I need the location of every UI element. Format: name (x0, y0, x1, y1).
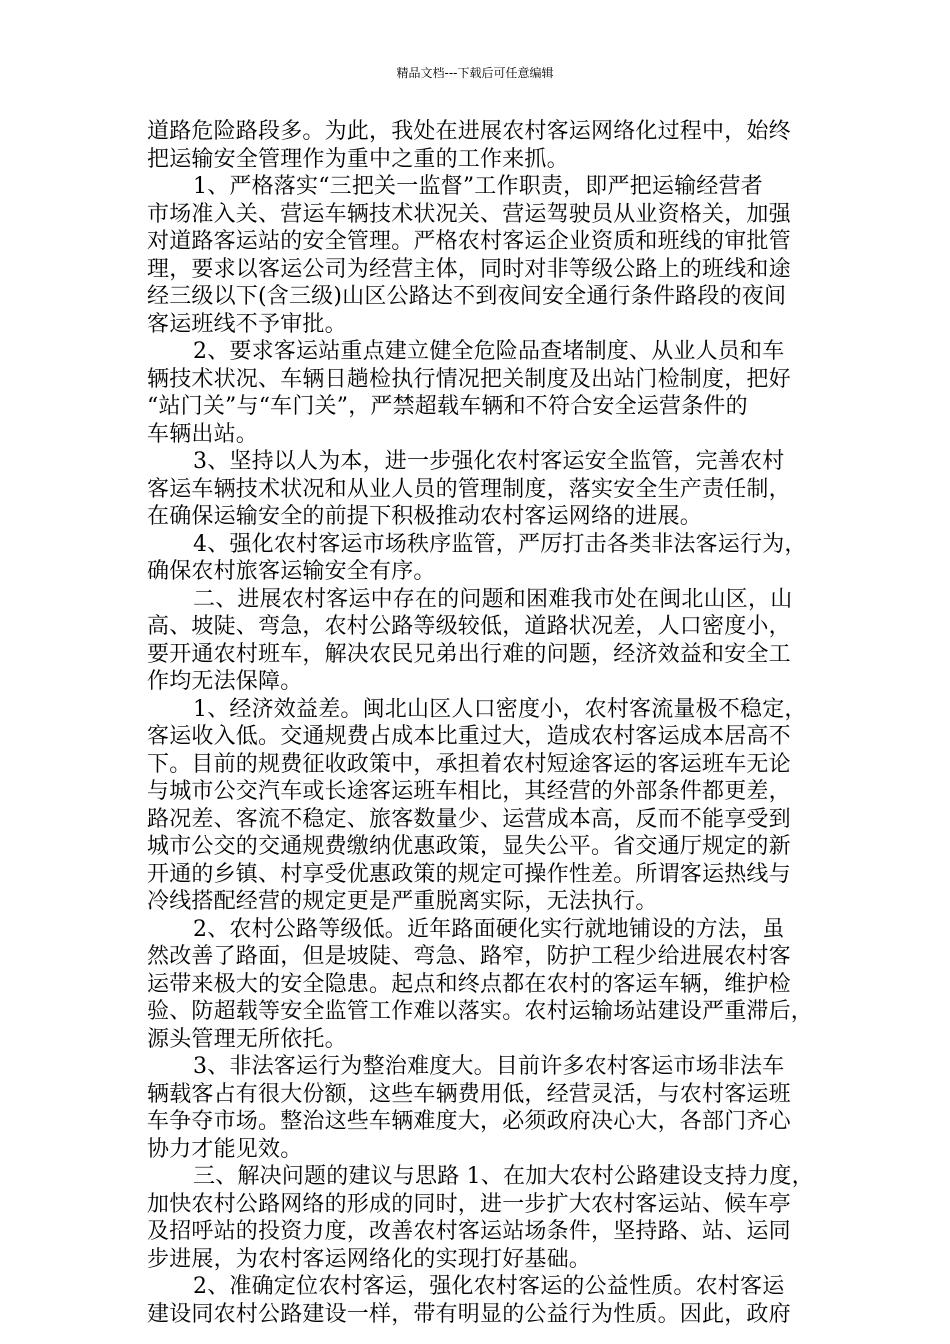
text-line: 与城市公交汽车或长途客运班车相比，其经营的外部条件都更差， (147, 779, 791, 804)
text-line: 2、农村公路等级低。近年路面硬化实行就地铺设的方法，虽 (193, 916, 785, 942)
text-line: 加快农村公路网络的形成的同时，进一步扩大农村客运站、候车亭 (147, 1191, 791, 1217)
text-line: 辆技术状况、车辆日趟检执行情况把关制度及出站门检制度，把好 (147, 366, 791, 392)
text-line: 道路危险路段多。为此，我处在进展农村客运网络化过程中，始终 (147, 119, 791, 144)
text-line: 2、要求客运站重点建立健全危险品查堵制度、从业人员和车 (193, 339, 785, 364)
text-line: 源头管理无所依托。 (147, 1026, 347, 1052)
text-line: 及招呼站的投资力度，改善农村客运站场条件，坚持路、站、运同 (147, 1219, 791, 1244)
text-line: “站门关”与“车门关”，严禁超载车辆和不符合安全运营条件的 (147, 394, 748, 419)
text-line: 下。目前的规费征收政策中，承担着农村短途客运的客运班车无论 (147, 751, 791, 777)
text-line: 运带来极大的安全隐患。起点和终点都在农村的客运车辆，维护检 (147, 971, 791, 997)
text-line: 要开通农村班车，解决农民兄弟出行难的问题，经济效益和安全工 (147, 641, 791, 667)
text-line: 作均无法保障。 (147, 669, 303, 694)
text-line: 开通的乡镇、村享受优惠政策的规定可操作性差。所谓客运热线与 (147, 861, 791, 887)
document-body (147, 118, 819, 1328)
text-line: 城市公交的交通规费缴纳优惠政策，显失公平。省交通厅规定的新 (147, 834, 791, 859)
text-line: 对道路客运站的安全管理。严格农村客运企业资质和班线的审批管 (147, 229, 791, 254)
text-line: 二、进展农村客运中存在的问题和困难我市处在闽北山区，山 (193, 586, 793, 612)
text-line: 客运车辆技术状况和从业人员的管理制度，落实安全生产责任制， (147, 476, 791, 502)
text-line: 市场准入关、营运车辆技术状况关、营运驾驶员从业资格关，加强 (147, 201, 791, 227)
text-line: 路况差、客流不稳定、旅客数量少、运营成本高，反而不能享受到 (147, 806, 791, 832)
text-line: 4、强化农村客运市场秩序监管，严厉打击各类非法客运行为， (193, 531, 807, 557)
text-line: 理，要求以客运公司为经营主体，同时对非等级公路上的班线和途 (147, 256, 791, 282)
text-line: 车辆出站。 (147, 421, 259, 447)
text-line: 高、坡陡、弯急，农村公路等级较低，道路状况差，人口密度小， (147, 614, 791, 639)
text-line: 1、严格落实“三把关一监督”工作职责，即严把运输经营者 (193, 174, 763, 199)
text-line: 在确保运输安全的前提下积极推动农村客运网络的进展。 (147, 504, 703, 529)
text-line: 3、坚持以人为本，进一步强化农村客运安全监管，完善农村 (193, 449, 785, 474)
text-line: 经三级以下(含三级)山区公路达不到夜间安全通行条件路段的夜间 (147, 284, 787, 309)
text-line: 建设同农村公路建设一样，带有明显的公益行为性质。因此，政府 (147, 1301, 791, 1327)
text-line: 3、非法客运行为整治难度大。目前许多农村客运市场非法车 (193, 1054, 785, 1079)
text-line: 辆载客占有很大份额，这些车辆费用低，经营灵活，与农村客运班 (147, 1081, 791, 1107)
text-line: 车争夺市场。整治这些车辆难度大，必须政府决心大，各部门齐心 (147, 1109, 791, 1134)
text-line: 1、经济效益差。闽北山区人口密度小，农村客流量极不稳定， (193, 696, 807, 722)
text-line: 然改善了路面，但是坡陡、弯急、路窄，防护工程少给进展农村客 (147, 944, 791, 969)
text-line: 冷线搭配经营的规定更是严重脱离实际，无法执行。 (147, 889, 658, 914)
text-line: 确保农村旅客运输安全有序。 (147, 559, 436, 584)
text-line: 三、解决问题的建议与思路 1、在加大农村公路建设支持力度， (193, 1164, 814, 1189)
text-line: 客运收入低。交通规费占成本比重过大，造成农村客运成本居高不 (147, 724, 791, 749)
text-line: 步进展，为农村客运网络化的实现打好基础。 (147, 1246, 592, 1272)
text-line: 协力才能见效。 (147, 1136, 303, 1162)
text-line: 把运输安全管理作为重中之重的工作来抓。 (147, 146, 569, 172)
text-line: 客运班线不予审批。 (147, 311, 347, 337)
text-line: 2、准确定位农村客运，强化农村客运的公益性质。农村客运 (193, 1274, 785, 1299)
text-line: 验、防超载等安全监管工作难以落实。农村运输场站建设严重滞后， (147, 999, 814, 1024)
page-header: 精品文档---下载后可任意编辑 (396, 66, 554, 80)
